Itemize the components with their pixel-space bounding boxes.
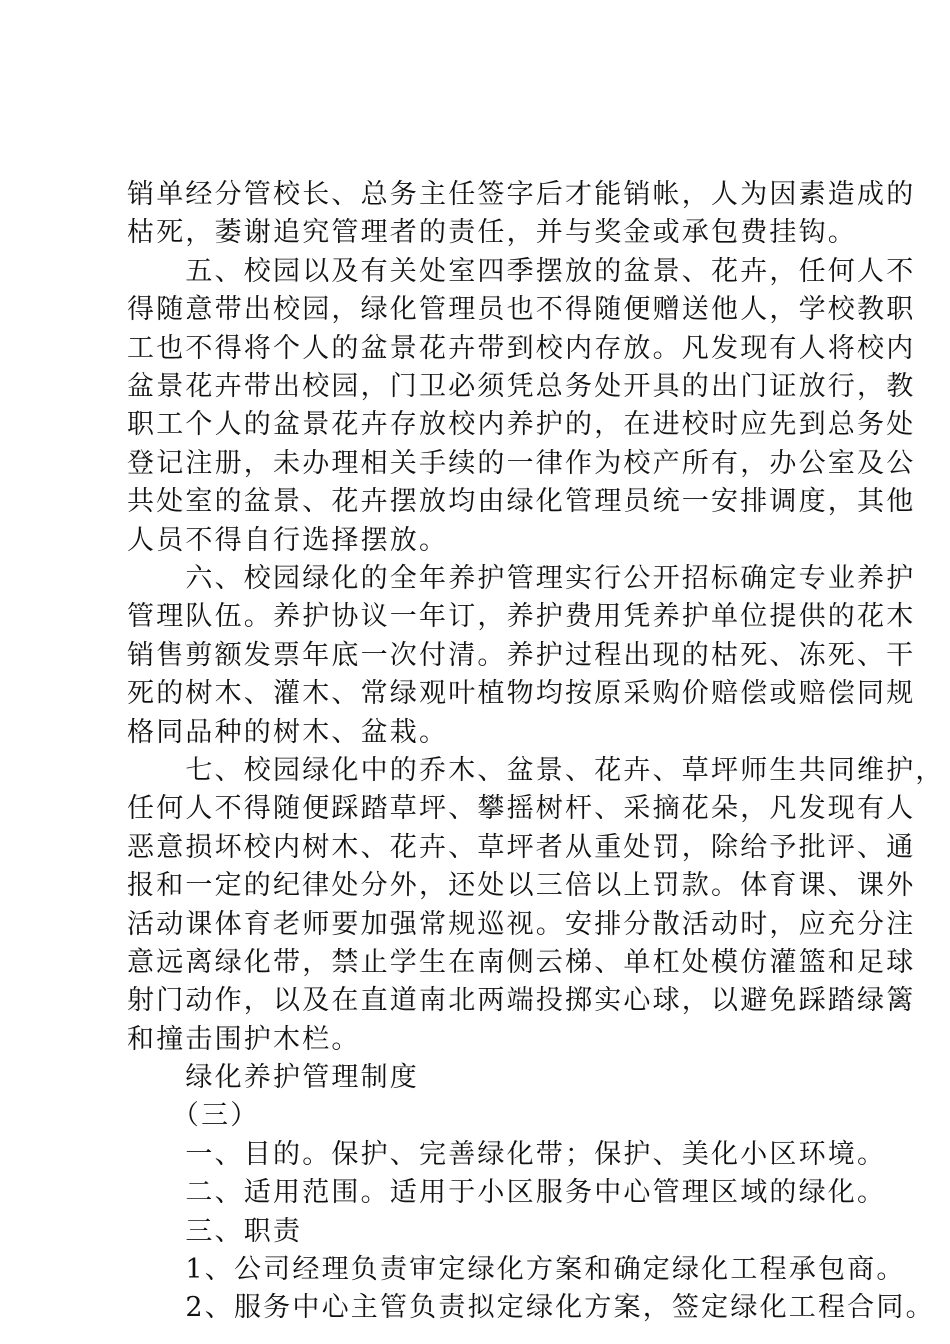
paragraph-line: 2、服务中心主管负责拟定绿化方案，签定绿化工程合同。 [127,1292,935,1323]
paragraph-line: 格同品种的树木、盆栽。 [127,717,449,748]
paragraph-line: 恶意损坏校内树木、花卉、草坪者从重处罚，除给予批评、通 [127,832,916,863]
paragraph-line: 活动课体育老师要加强常规巡视。安排分散活动时，应充分注 [127,909,916,940]
section-number: （三） [127,1100,260,1131]
paragraph-line: 二、适用范围。适用于小区服务中心管理区域的绿化。 [127,1177,887,1208]
paragraph-line: 得随意带出校园，绿化管理员也不得随便赠送他人，学校教职 [127,294,916,325]
paragraph-line: 七、校园绿化中的乔木、盆景、花卉、草坪师生共同维护， [127,755,945,786]
paragraph-line: 盆景花卉带出校园，门卫必须凭总务处开具的出门证放行，教 [127,371,916,402]
paragraph-line: 任何人不得随便踩踏草坪、攀摇树杆、采摘花朵，凡发现有人 [127,793,916,824]
paragraph-line: 五、校园以及有关处室四季摆放的盆景、花卉，任何人不 [127,256,916,287]
section-title: 绿化养护管理制度 [127,1062,419,1093]
paragraph-line: 登记注册，未办理相关手续的一律作为校产所有，办公室及公 [127,448,916,479]
paragraph-line: 射门动作，以及在直道南北两端投掷实心球，以避免踩踏绿篱 [127,985,916,1016]
paragraph-line: 人员不得自行选择摆放。 [127,525,449,556]
paragraph-line: 共处室的盆景、花卉摆放均由绿化管理员统一安排调度，其他 [127,486,916,517]
paragraph-line: 工也不得将个人的盆景花卉带到校内存放。凡发现有人将校内 [127,333,916,364]
paragraph-line: 销单经分管校长、总务主任签字后才能销帐，人为因素造成的 [127,179,916,210]
paragraph-line: 管理队伍。养护协议一年订，养护费用凭养护单位提供的花木 [127,601,916,632]
paragraph-line: 一、目的。保护、完善绿化带；保护、美化小区环境。 [127,1139,887,1170]
paragraph-line: 六、校园绿化的全年养护管理实行公开招标确定专业养护 [127,563,916,594]
paragraph-line: 和撞击围护木栏。 [127,1024,361,1055]
paragraph-line: 1、公司经理负责审定绿化方案和确定绿化工程承包商。 [127,1254,906,1285]
paragraph-line: 三、职责 [127,1216,303,1247]
paragraph-line: 销售剪额发票年底一次付清。养护过程出现的枯死、冻死、干 [127,640,916,671]
paragraph-line: 枯死，萎谢追究管理者的责任，并与奖金或承包费挂钩。 [127,217,857,248]
paragraph-line: 职工个人的盆景花卉存放校内养护的，在进校时应先到总务处 [127,409,916,440]
paragraph-line: 报和一定的纪律处分外，还处以三倍以上罚款。体育课、课外 [127,870,916,901]
paragraph-line: 意远离绿化带，禁止学生在南侧云梯、单杠处模仿灌篮和足球 [127,947,916,978]
paragraph-line: 死的树木、灌木、常绿观叶植物均按原采购价赔偿或赔偿同规 [127,678,916,709]
